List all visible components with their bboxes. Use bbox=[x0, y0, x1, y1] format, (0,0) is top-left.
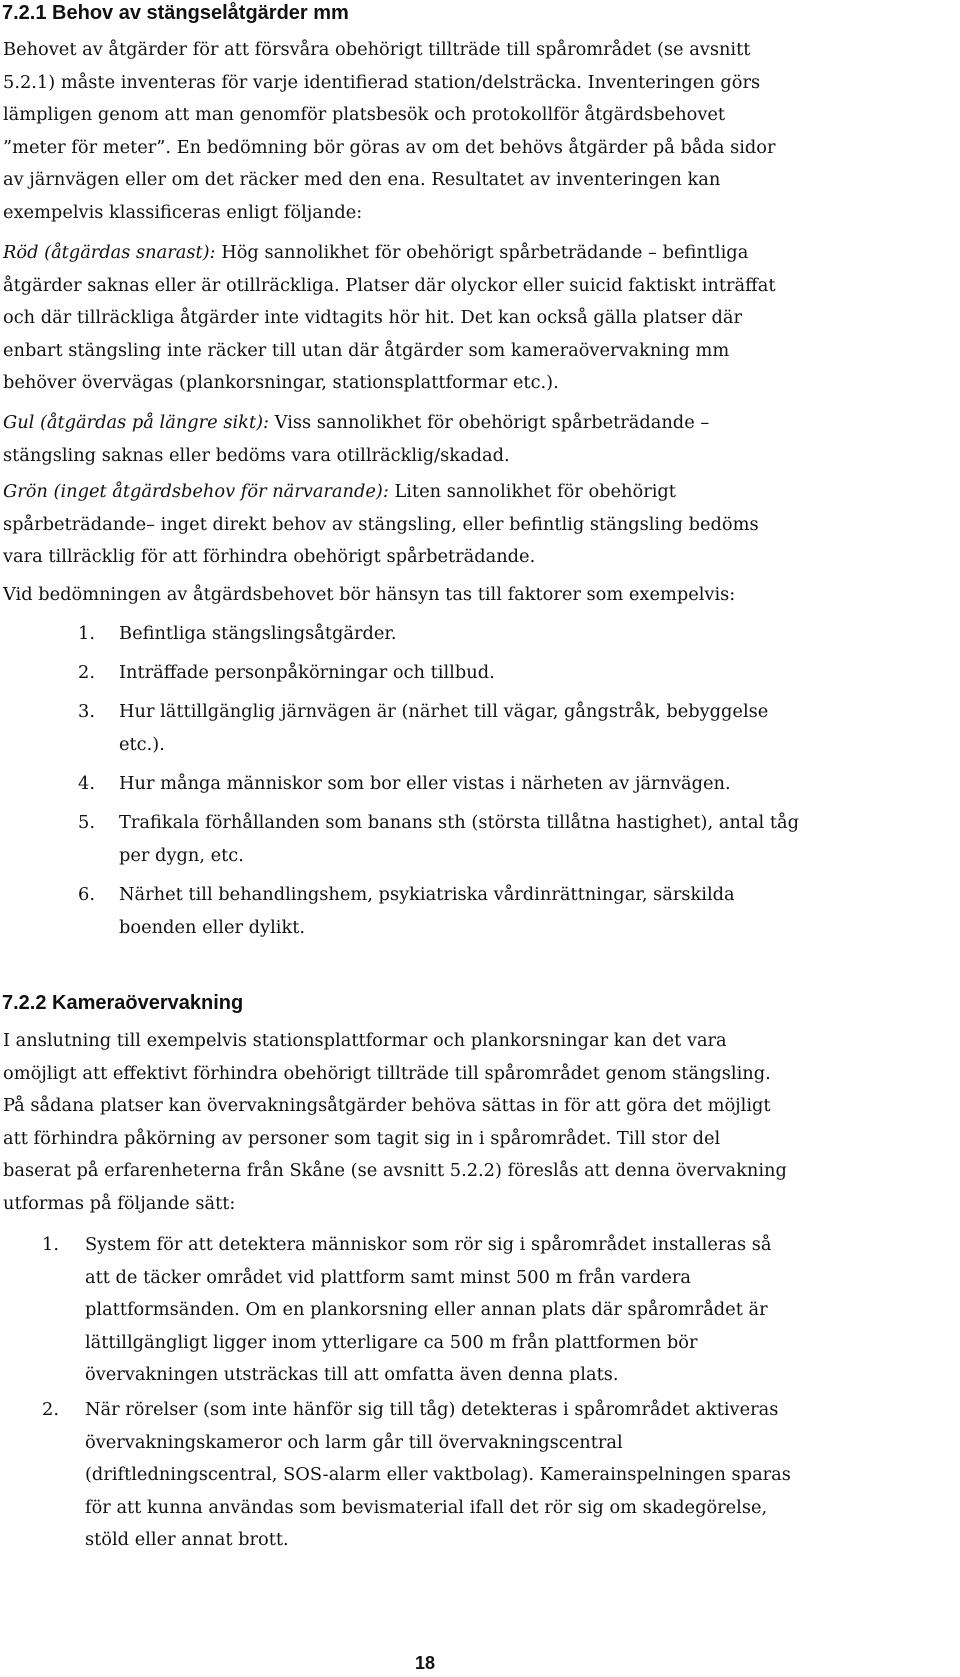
text-line: På sådana platser kan övervakningsåtgärder behöva sättas in för att göra det möjligt bbox=[3, 1095, 771, 1117]
text-line: Behovet av åtgärder för att försvåra obehörigt tillträde till spårområdet (se avsnitt bbox=[3, 39, 751, 60]
text-line: I anslutning till exempelvis stationsplattformar och plankorsningar kan det vara bbox=[3, 1030, 727, 1051]
category-green-label: Grön (inget åtgärdsbehov för närvarande): bbox=[3, 481, 389, 502]
text-line: och där tillräckliga åtgärder inte vidtagits hör hit. Det kan också gälla platser där bbox=[3, 307, 743, 329]
text-line: boenden eller dylikt. bbox=[119, 916, 306, 938]
intro-paragraph bbox=[3, 34, 776, 230]
list-item-text bbox=[85, 1394, 791, 1557]
list-item-text bbox=[119, 879, 735, 944]
list-item-number: 3. bbox=[78, 701, 95, 722]
text-line: per dygn, etc. bbox=[119, 844, 244, 866]
text-line bbox=[3, 407, 709, 440]
text-line: Hur många människor som bor eller vistas i närheten av järnvägen. bbox=[119, 773, 731, 794]
list-item-number: 5. bbox=[78, 812, 95, 833]
text-line: enbart stängsling inte räcker till utan där åtgärder som kameraövervakning mm bbox=[3, 339, 730, 361]
category-green-text: Liten sannolikhet för obehörigt bbox=[388, 481, 676, 502]
list-item-text bbox=[119, 768, 731, 801]
text-line: att förhindra påkörning av personer som tagit sig in i spårområdet. Till stor del bbox=[3, 1127, 721, 1149]
category-yellow-text: Viss sannolikhet för obehörigt spårbeträdande – bbox=[269, 412, 710, 433]
list-item-number: 1. bbox=[78, 623, 95, 644]
text-line: stöld eller annat brott. bbox=[85, 1529, 289, 1551]
list-item-number: 2. bbox=[42, 1399, 59, 1420]
section-heading-7-2-2: 7.2.2 Kameraövervakning bbox=[2, 992, 244, 1014]
text-line: vara tillräcklig för att förhindra obehörigt spårbeträdande. bbox=[3, 546, 536, 568]
text-line: spårbeträdande– inget direkt behov av stängsling, eller befintlig stängsling bedöms bbox=[3, 513, 759, 535]
text-line: exempelvis klassificeras enligt följande: bbox=[3, 201, 363, 223]
text-line: att de täcker området vid plattform samt minst 500 m från vardera bbox=[85, 1266, 692, 1288]
text-line: Närhet till behandlingshem, psykiatriska vårdinrättningar, särskilda bbox=[119, 884, 735, 905]
text-line: Befintliga stängslingsåtgärder. bbox=[119, 623, 397, 644]
category-yellow-label: Gul (åtgärdas på längre sikt): bbox=[3, 412, 270, 433]
camera-intro-paragraph bbox=[3, 1025, 787, 1221]
text-line: Inträffade personpåkörningar och tillbud. bbox=[119, 662, 495, 683]
list-item-text bbox=[119, 618, 397, 651]
category-red-text: Hög sannolikhet för obehörigt spårbeträdande – befintliga bbox=[215, 242, 749, 263]
list-item-text bbox=[119, 657, 495, 690]
list-item-number: 6. bbox=[78, 884, 95, 905]
page-number: 18 bbox=[414, 1653, 436, 1673]
section-heading-7-2-1: 7.2.1 Behov av stängselåtgärder mm bbox=[2, 2, 349, 24]
text-line: ”meter för meter”. En bedömning bör göras av om det behövs åtgärder på båda sidor bbox=[3, 136, 776, 158]
factors-intro: Vid bedömningen av åtgärdsbehovet bör hänsyn tas till faktorer som exempelvis: bbox=[3, 584, 736, 605]
text-line bbox=[3, 237, 775, 270]
text-line: lämpligen genom att man genomför platsbesök och protokollför åtgärdsbehovet bbox=[3, 104, 726, 126]
category-green-paragraph bbox=[3, 476, 759, 574]
text-line: Hur lättillgänglig järnvägen är (närhet till vägar, gångstråk, bebyggelse bbox=[119, 701, 769, 722]
text-line: av järnvägen eller om det räcker med den ena. Resultatet av inventeringen kan bbox=[3, 169, 721, 191]
text-line: behöver övervägas (plankorsningar, stationsplattformar etc.). bbox=[3, 372, 559, 394]
list-item-number: 1. bbox=[42, 1234, 59, 1255]
list-item-text bbox=[85, 1229, 771, 1392]
text-line: etc.). bbox=[119, 733, 165, 755]
category-red-paragraph bbox=[3, 237, 775, 400]
category-yellow-paragraph bbox=[3, 407, 709, 472]
list-item-text bbox=[119, 807, 799, 872]
list-item-number: 2. bbox=[78, 662, 95, 683]
text-line: Trafikala förhållanden som banans sth (största tillåtna hastighet), antal tåg bbox=[119, 812, 800, 833]
text-line: (driftledningscentral, SOS-alarm eller vaktbolag). Kamerainspelningen sparas bbox=[85, 1464, 791, 1486]
text-line: åtgärder saknas eller är otillräckliga. Platser där olyckor eller suicid faktiskt inträffat bbox=[3, 274, 776, 296]
text-line: utformas på följande sätt: bbox=[3, 1192, 236, 1214]
text-line: övervakningen utsträckas till att omfatta även denna plats. bbox=[85, 1364, 619, 1386]
text-line: övervakningskameror och larm går till övervakningscentral bbox=[85, 1431, 623, 1453]
category-red-label: Röd (åtgärdas snarast): bbox=[3, 242, 216, 263]
text-line: baserat på erfarenheterna från Skåne (se avsnitt 5.2.2) föreslås att denna övervakning bbox=[3, 1160, 787, 1182]
text-line: När rörelser (som inte hänför sig till tåg) detekteras i spårområdet aktiveras bbox=[85, 1399, 779, 1420]
text-line: System för att detektera människor som rör sig i spårområdet installeras så bbox=[85, 1234, 772, 1255]
text-line: för att kunna användas som bevismaterial ifall det rör sig om skadegörelse, bbox=[85, 1496, 768, 1518]
text-line: 5.2.1) måste inventeras för varje identifierad station/delsträcka. Inventeringen görs bbox=[3, 71, 761, 93]
list-item-text bbox=[119, 696, 768, 761]
text-line: plattformsänden. Om en plankorsning eller annan plats där spårområdet är bbox=[85, 1299, 768, 1321]
text-line: omöjligt att effektivt förhindra obehörigt tillträde till spårområdet genom stängsling. bbox=[3, 1062, 771, 1084]
list-item-number: 4. bbox=[78, 773, 95, 794]
text-line: stängsling saknas eller bedöms vara otillräcklig/skadad. bbox=[3, 444, 510, 466]
text-line bbox=[3, 476, 759, 509]
text-line: lättillgängligt ligger inom ytterligare ca 500 m från plattformen bör bbox=[85, 1331, 698, 1353]
